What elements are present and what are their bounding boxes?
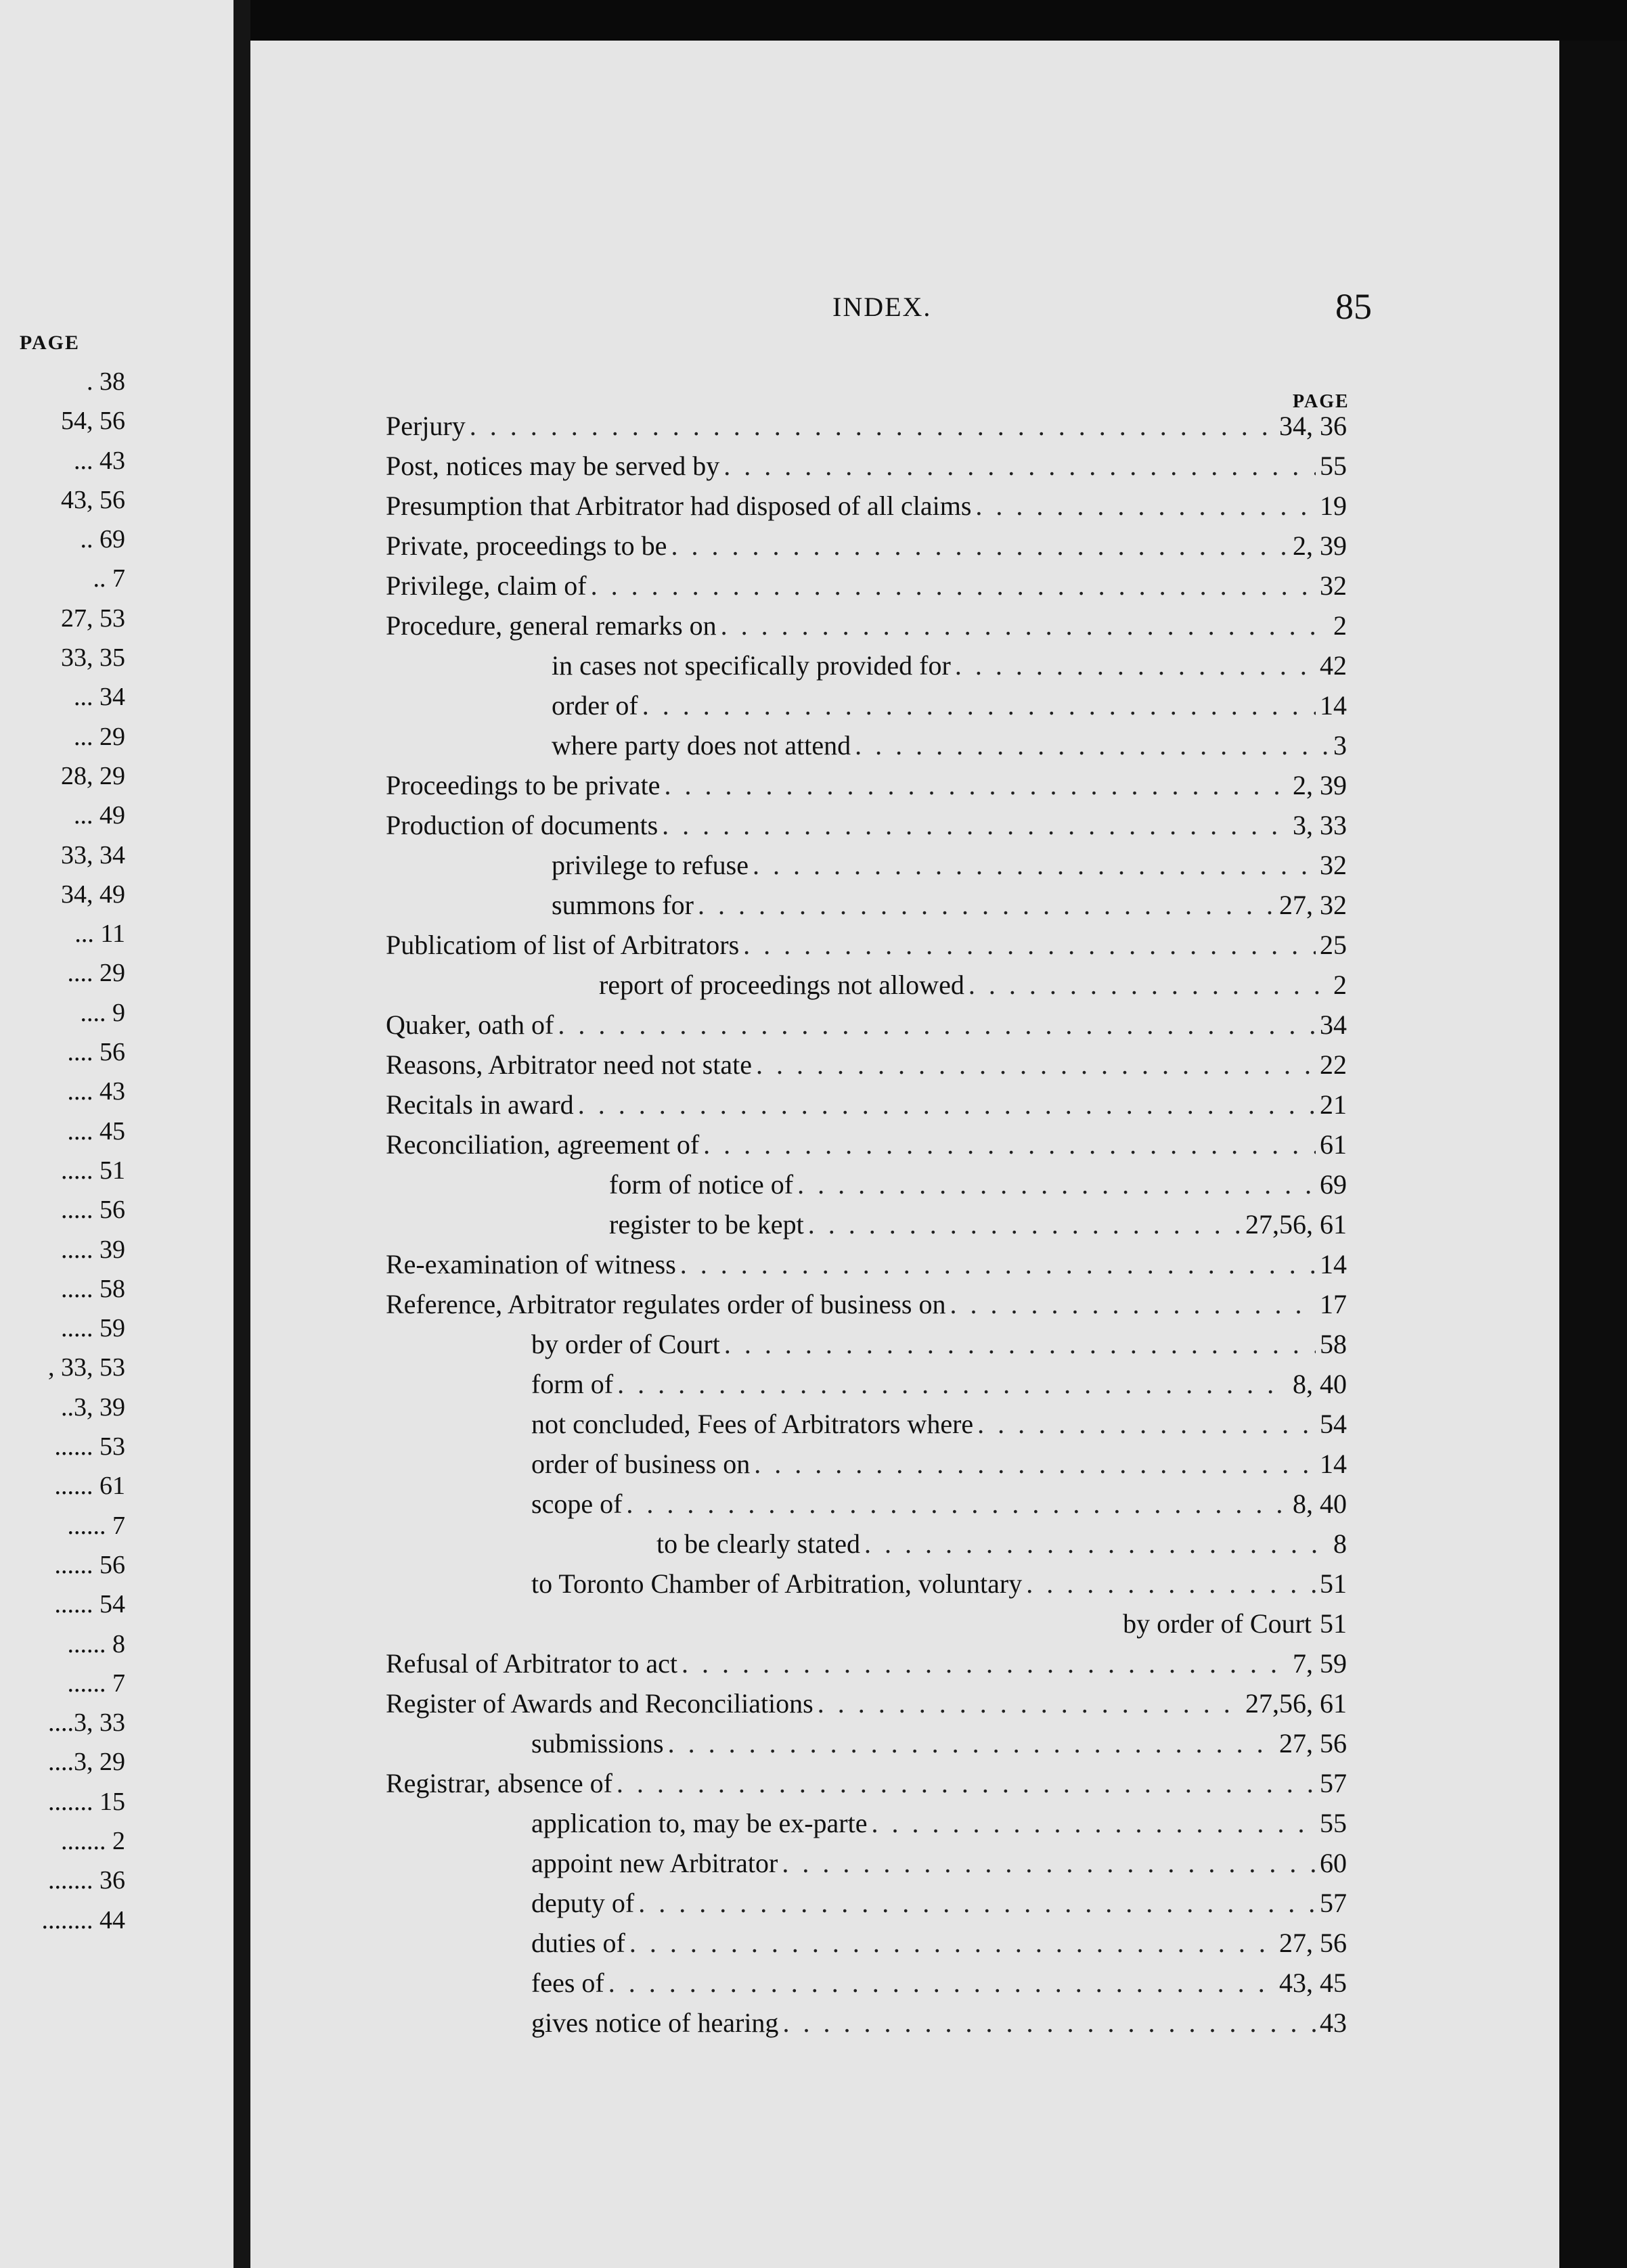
left-page-reference: .... 43 (67, 1077, 125, 1106)
entry-term: Procedure, general remarks on (386, 610, 717, 641)
index-entry (386, 526, 1347, 566)
entry-pages: 43, 45 (1279, 1968, 1347, 1998)
entry-pages: 21 (1320, 1089, 1347, 1120)
entry-term: Private, proceedings to be (386, 530, 667, 561)
left-page-reference: .... 9 (80, 998, 125, 1027)
index-entry (386, 685, 1347, 725)
dot-leader (626, 1484, 1289, 1524)
left-page-reference: .... 56 (67, 1038, 125, 1067)
dot-leader (782, 1843, 1316, 1883)
index-entry (386, 1045, 1347, 1085)
left-page-references (0, 362, 125, 1940)
left-page-reference: ..... 39 (61, 1235, 125, 1264)
dot-leader (680, 1244, 1316, 1284)
dot-leader (470, 406, 1275, 446)
entry-term: Refusal of Arbitrator to act (386, 1648, 677, 1679)
dot-leader (977, 1404, 1316, 1444)
dot-leader (682, 1643, 1289, 1683)
left-page-reference: . 38 (87, 367, 125, 396)
index-entry (386, 1204, 1347, 1244)
left-page-reference: ..3, 39 (61, 1392, 125, 1422)
entry-pages: 55 (1320, 1808, 1347, 1838)
dot-leader (955, 645, 1316, 685)
entry-pages: 14 (1320, 1249, 1347, 1279)
index-entry (386, 1284, 1347, 1324)
entry-term: Re-examination of witness (386, 1249, 676, 1279)
index-entry (386, 1324, 1347, 1364)
left-page-reference: 27, 53 (61, 604, 125, 633)
entry-pages: 2, 39 (1293, 530, 1347, 561)
entry-pages: 60 (1320, 1848, 1347, 1878)
entry-term: appoint new Arbitrator (531, 1848, 778, 1878)
entry-term: Quaker, oath of (386, 1010, 554, 1040)
dot-leader (950, 1284, 1316, 1324)
left-page-reference: ...... 7 (67, 1511, 125, 1540)
dot-leader (642, 685, 1316, 725)
entry-term: submissions (531, 1728, 664, 1759)
dot-leader (1026, 1564, 1316, 1604)
left-page (0, 0, 233, 2268)
index-entry (386, 2003, 1347, 2043)
dot-leader (638, 1883, 1316, 1923)
dot-leader (703, 1125, 1316, 1164)
index-entry (386, 446, 1347, 486)
entry-term: gives notice of hearing (531, 2008, 779, 2038)
entry-pages: 17 (1320, 1289, 1347, 1319)
entry-term: Register of Awards and Reconciliations (386, 1688, 814, 1719)
entry-term: by order of Court (531, 1329, 720, 1359)
page-column-label: PAGE (1293, 391, 1350, 412)
entry-pages: 61 (1320, 1129, 1347, 1160)
entry-term: form of notice of (609, 1169, 794, 1200)
index-entry (386, 1125, 1347, 1164)
entry-term: Presumption that Arbitrator had disposed of all claims (386, 491, 972, 521)
entry-term: Reasons, Arbitrator need not state (386, 1049, 752, 1080)
dot-leader (721, 606, 1329, 645)
index-entry (386, 1963, 1347, 2003)
entry-term: by order of Court (1123, 1608, 1312, 1639)
entry-pages: 3 (1333, 730, 1347, 761)
entry-term: in cases not specifically provided for (552, 650, 951, 681)
entry-pages: 55 (1320, 451, 1347, 481)
dot-leader (698, 885, 1275, 925)
index-entry (386, 1005, 1347, 1045)
dot-leader (591, 566, 1316, 606)
entry-term: to be clearly stated (656, 1528, 860, 1559)
index-entry (386, 725, 1347, 765)
left-page-reference: ...... 8 (67, 1629, 125, 1658)
index-entry (386, 1763, 1347, 1803)
entry-pages: 32 (1320, 570, 1347, 601)
dot-leader (617, 1763, 1316, 1803)
entry-pages: 7, 59 (1293, 1648, 1347, 1679)
left-page-reference: ...... 56 (54, 1550, 125, 1579)
entry-pages: 51 (1320, 1608, 1347, 1639)
dot-leader (743, 925, 1316, 965)
entry-pages: 34, 36 (1279, 411, 1347, 441)
entry-term: Reconciliation, agreement of (386, 1129, 700, 1160)
dot-leader (754, 1444, 1316, 1484)
left-page-reference: ........ 44 (41, 1905, 125, 1934)
index-entry (386, 406, 1347, 446)
left-page-reference: ..... 56 (61, 1196, 125, 1225)
book-gutter (233, 0, 250, 2268)
entry-pages: 25 (1320, 930, 1347, 960)
entry-pages: 2, 39 (1293, 770, 1347, 800)
index-entry (386, 925, 1347, 965)
index-entry (386, 645, 1347, 685)
entry-pages: 57 (1320, 1768, 1347, 1798)
left-page-reference: ..... 51 (61, 1156, 125, 1185)
entry-pages: 27, 32 (1279, 890, 1347, 920)
index-entry (386, 1604, 1347, 1643)
left-page-reference: ....3, 29 (48, 1748, 125, 1777)
left-page-reference: ...... 54 (54, 1590, 125, 1619)
entry-pages: 58 (1320, 1329, 1347, 1359)
left-page-reference: ..... 59 (61, 1314, 125, 1343)
left-page-reference: ....... 15 (48, 1787, 125, 1816)
entry-pages: 2 (1333, 970, 1347, 1000)
left-page-reference: ...... 7 (67, 1669, 125, 1698)
entry-pages: 3, 33 (1293, 810, 1347, 840)
index-entry (386, 1723, 1347, 1763)
entry-pages: 19 (1320, 491, 1347, 521)
dot-leader (608, 1963, 1275, 2003)
dot-leader (723, 446, 1316, 486)
entry-pages: 34 (1320, 1010, 1347, 1040)
index-entry (386, 805, 1347, 845)
entry-term: Registrar, absence of (386, 1768, 612, 1798)
dot-leader (753, 845, 1316, 885)
index-entry (386, 1803, 1347, 1843)
dot-leader (617, 1364, 1289, 1404)
index-entry (386, 1524, 1347, 1564)
dot-leader (864, 1524, 1329, 1564)
index-entry (386, 1883, 1347, 1923)
index-entry (386, 1404, 1347, 1444)
dot-leader (629, 1923, 1275, 1963)
left-page-reference: 28, 29 (61, 761, 125, 790)
left-page-reference: ... 29 (74, 722, 125, 751)
index-entry (386, 1683, 1347, 1723)
left-page-reference: ....... 2 (61, 1826, 125, 1855)
entry-pages: 51 (1320, 1568, 1347, 1599)
entry-term: duties of (531, 1928, 625, 1958)
index-entry (386, 1843, 1347, 1883)
entry-term: not concluded, Fees of Arbitrators where (531, 1409, 974, 1439)
index-entry (386, 1444, 1347, 1484)
entry-pages: 54 (1320, 1409, 1347, 1439)
index-entry (386, 1364, 1347, 1404)
dot-leader (782, 2003, 1316, 2043)
dot-leader (724, 1324, 1316, 1364)
dot-leader (668, 1723, 1275, 1763)
scan-edge (1559, 41, 1627, 2268)
entry-pages: 8, 40 (1293, 1369, 1347, 1399)
index-entry (386, 1484, 1347, 1524)
left-page-reference: 33, 34 (61, 840, 125, 869)
running-title: INDEX. (832, 292, 932, 322)
dot-leader (756, 1045, 1316, 1085)
dot-leader (662, 805, 1289, 845)
dot-leader (871, 1803, 1316, 1843)
entry-term: Proceedings to be private (386, 770, 661, 800)
left-page-reference: ... 49 (74, 801, 125, 830)
index-entries (386, 406, 1347, 2043)
left-page-reference: 33, 35 (61, 643, 125, 673)
left-page-reference: ..... 58 (61, 1274, 125, 1303)
left-page-reference: ...... 53 (54, 1432, 125, 1461)
entry-term: Recitals in award (386, 1089, 574, 1120)
entry-term: Production of documents (386, 810, 659, 840)
entry-term: privilege to refuse (552, 850, 749, 880)
entry-term: deputy of (531, 1888, 635, 1918)
entry-term: fees of (531, 1968, 604, 1998)
page-number: 85 (1335, 286, 1372, 327)
entry-term: summons for (552, 890, 694, 920)
left-page-reference: ....... 36 (48, 1866, 125, 1895)
entry-term: Privilege, claim of (386, 570, 587, 601)
entry-term: form of (531, 1369, 614, 1399)
index-entry (386, 566, 1347, 606)
entry-pages: 8, 40 (1293, 1489, 1347, 1519)
left-page-reference: .. 69 (80, 525, 125, 554)
index-entry (386, 606, 1347, 645)
index-entry (386, 1923, 1347, 1963)
dot-leader (664, 765, 1289, 805)
entry-term: order of business on (531, 1449, 751, 1479)
dot-leader (818, 1683, 1241, 1723)
left-page-reference: ....3, 33 (48, 1708, 125, 1738)
left-page-reference: ... 11 (74, 920, 125, 949)
left-page-reference: 43, 56 (61, 485, 125, 514)
left-page-reference: ...... 61 (54, 1472, 125, 1501)
left-page-column-label: PAGE (19, 332, 80, 354)
index-entry (386, 1564, 1347, 1604)
dot-leader (855, 725, 1329, 765)
entry-term: Publicatiom of list of Arbitrators (386, 930, 740, 960)
entry-pages: 2 (1333, 610, 1347, 641)
index-entry (386, 765, 1347, 805)
running-header (250, 286, 1559, 332)
dot-leader (797, 1164, 1316, 1204)
dot-leader (671, 526, 1289, 566)
left-page-reference: ... 34 (74, 683, 125, 712)
entry-pages: 8 (1333, 1528, 1347, 1559)
entry-term: where party does not attend (552, 730, 851, 761)
index-entry (386, 486, 1347, 526)
left-page-reference: 54, 56 (61, 407, 125, 436)
entry-pages: 22 (1320, 1049, 1347, 1080)
entry-term: application to, may be ex-parte (531, 1808, 868, 1838)
entry-term: Reference, Arbitrator regulates order of business on (386, 1289, 946, 1319)
left-page-reference: ... 43 (74, 446, 125, 475)
index-entry (386, 965, 1347, 1005)
entry-pages: 42 (1320, 650, 1347, 681)
entry-term: Post, notices may be served by (386, 451, 720, 481)
left-page-reference: , 33, 53 (48, 1353, 125, 1382)
entry-pages: 32 (1320, 850, 1347, 880)
entry-pages: 57 (1320, 1888, 1347, 1918)
index-entry (386, 1244, 1347, 1284)
entry-term: scope of (531, 1489, 623, 1519)
left-page-reference: .... 45 (67, 1116, 125, 1146)
dot-leader (808, 1204, 1241, 1244)
entry-pages: 14 (1320, 690, 1347, 721)
entry-pages: 43 (1320, 2008, 1347, 2038)
dot-leader (975, 486, 1316, 526)
entry-pages: 27, 56 (1279, 1928, 1347, 1958)
index-entry (386, 845, 1347, 885)
entry-pages: 27,56, 61 (1245, 1688, 1347, 1719)
right-page (250, 41, 1559, 2268)
entry-pages: 27, 56 (1279, 1728, 1347, 1759)
entry-term: report of proceedings not allowed (599, 970, 964, 1000)
dot-leader (558, 1005, 1316, 1045)
entry-term: order of (552, 690, 638, 721)
dot-leader (578, 1085, 1316, 1125)
index-entry (386, 885, 1347, 925)
dot-leader (968, 965, 1329, 1005)
index-entry (386, 1164, 1347, 1204)
left-page-reference: 34, 49 (61, 880, 125, 909)
entry-pages: 69 (1320, 1169, 1347, 1200)
entry-pages: 27,56, 61 (1245, 1209, 1347, 1240)
entry-term: to Toronto Chamber of Arbitration, voluntary (531, 1568, 1023, 1599)
entry-pages: 14 (1320, 1449, 1347, 1479)
index-entry (386, 1643, 1347, 1683)
index-entry (386, 1085, 1347, 1125)
entry-term: Perjury (386, 411, 466, 441)
entry-term: register to be kept (609, 1209, 804, 1240)
left-page-reference: .. 7 (93, 564, 125, 593)
left-page-reference: .... 29 (67, 959, 125, 988)
